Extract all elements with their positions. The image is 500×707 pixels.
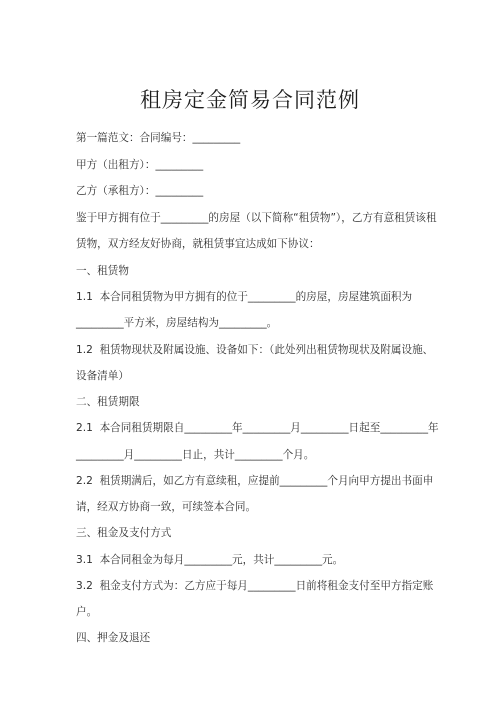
party-a-line: 甲方（出租方）：_________ bbox=[76, 159, 204, 171]
clause-3-1-line: 3.1 本合同租金为每月_________元，共计_________元。 bbox=[76, 554, 344, 566]
preamble-line-1: 鉴于甲方拥有位于_________的房屋（以下简称“租赁物”），乙方有意租赁该租 bbox=[76, 212, 437, 224]
section-heading-4: 四、押金及退还 bbox=[76, 632, 151, 644]
clause-1-2-line-1: 1.2 租赁物现状及附属设施、设备如下：（此处列出租赁物现状及附属设施、 bbox=[76, 344, 434, 356]
clause-2-1-line-1: 2.1 本合同租赁期限自_________年_________月_________日起至_________年 bbox=[76, 422, 439, 434]
document-title: 租房定金简易合同范例 bbox=[140, 88, 360, 112]
clause-1-2-line-2: 设备清单） bbox=[76, 370, 129, 382]
clause-1-1-line-1: 1.1 本合同租赁物为甲方拥有的位于_________的房屋，房屋建筑面积为 bbox=[76, 291, 413, 303]
section-heading-3: 三、租金及支付方式 bbox=[76, 527, 172, 539]
preamble-line-2: 赁物，双方经友好协商，就租赁事宜达成如下协议： bbox=[76, 238, 320, 250]
clause-2-2-line-1: 2.2 租赁期满后，如乙方有意续租，应提前_________个月向甲方提出书面申 bbox=[76, 475, 434, 487]
clause-2-2-line-2: 请，经双方协商一致，可续签本合同。 bbox=[76, 501, 257, 513]
party-b-line: 乙方（承租方）：_________ bbox=[76, 185, 204, 197]
contract-number-line: 第一篇范文：合同编号：_________ bbox=[76, 132, 241, 144]
clause-3-2-line-1: 3.2 租金支付方式为：乙方应于每月_________日前将租金支付至甲方指定账 bbox=[76, 580, 434, 592]
section-heading-2: 二、租赁期限 bbox=[76, 396, 140, 408]
clause-1-1-line-2: _________平方米，房屋结构为_________。 bbox=[76, 317, 278, 329]
clause-3-2-line-2: 户。 bbox=[76, 606, 98, 618]
section-heading-1: 一、租赁物 bbox=[76, 265, 129, 277]
clause-2-1-line-2: _________月_________日止，共计_________个月。 bbox=[76, 449, 315, 461]
